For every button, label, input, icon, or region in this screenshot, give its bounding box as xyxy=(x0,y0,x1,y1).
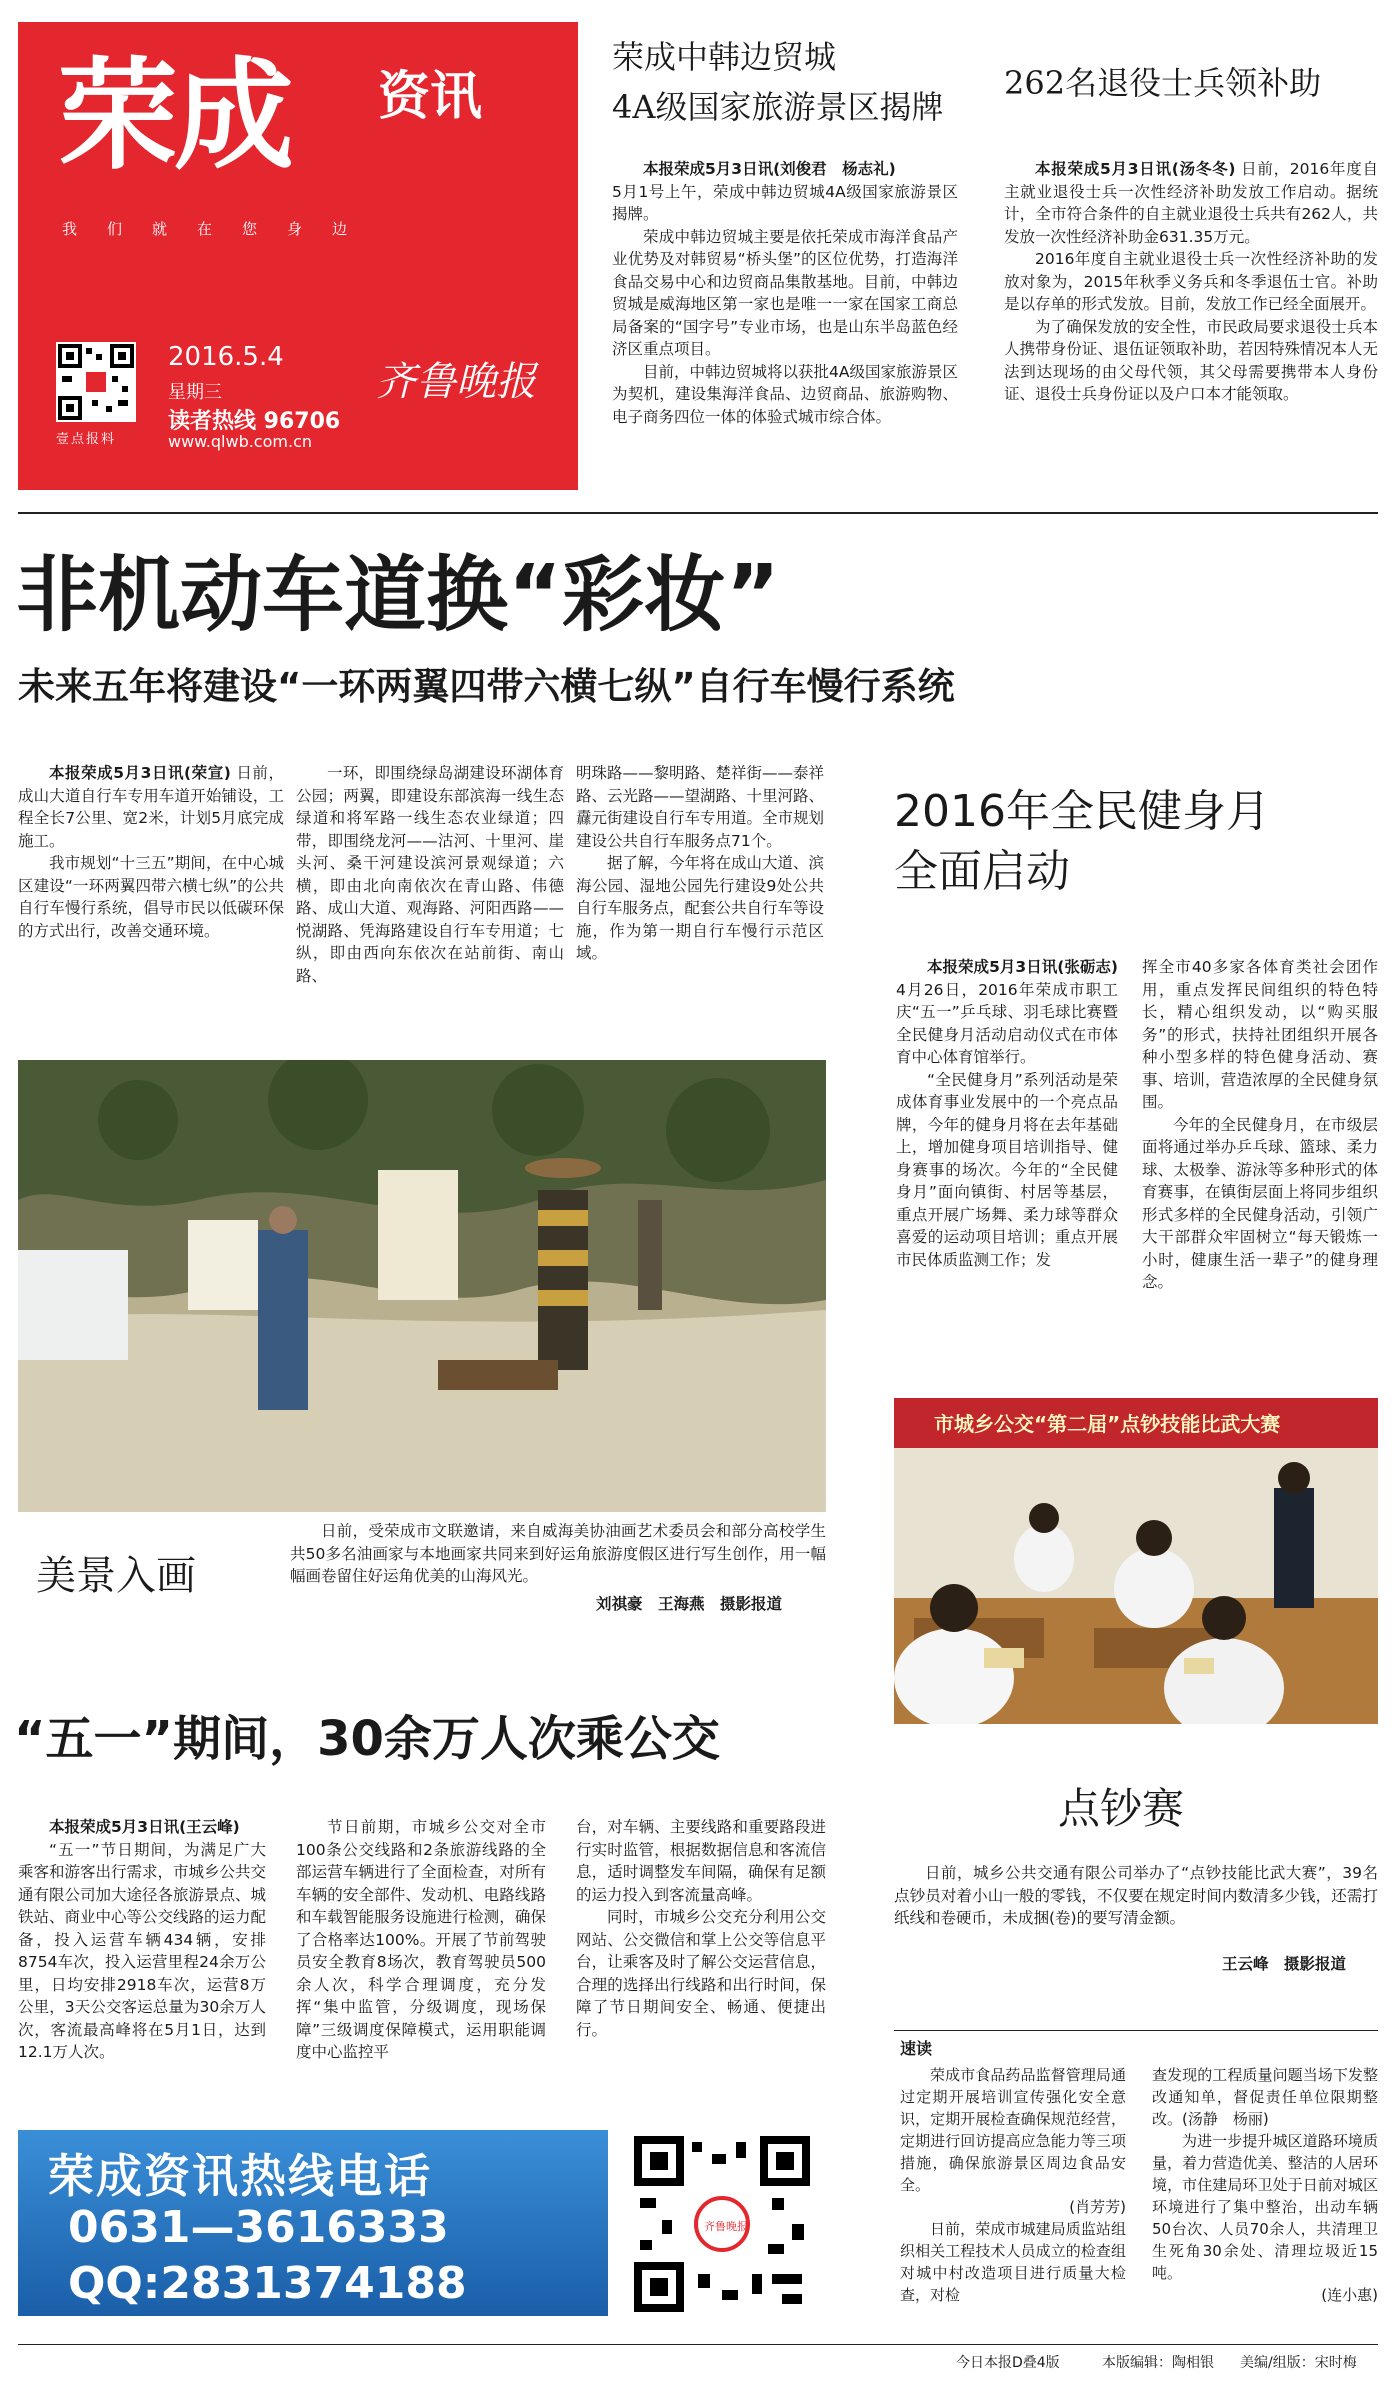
divider xyxy=(18,512,1378,514)
contest-scene-image xyxy=(894,1448,1378,1724)
headline-para: 据了解，今年将在成山大道、滨海公园、湿地公园先行建设9处公共自行车服务点，配套公共自行车等设施，作为第一期自行车慢行示范区域。 xyxy=(576,854,825,962)
brief-col2 xyxy=(1152,2064,1378,2306)
slogan: 我们就在您身边 xyxy=(62,220,378,238)
bus-para: 节日前期，市城乡公交对全市100条公交线路和2条旅游线路的全部运营车辆进行了全面检查，对所有车辆的安全部件、发动机、电路线路和车载智能服务设施进行检测，确保了合格率达100%。开展了节前驾驶员安全教育8场次，教育驾驶员500余人次，科学合理调度，充分发挥“集中监管，分级调度，现场保障”三级调度保障模式，运用职能调度中心监控平 xyxy=(296,1818,546,2061)
brief-credit: (连小惠) xyxy=(1321,2286,1378,2304)
photo2-title: 点钞赛 xyxy=(1058,1784,1185,1833)
story1-para: 目前，中韩边贸城将以获批4A级国家旅游景区为契机，建设集海洋食品、边贸商品、旅游购物、电子商务四位一体的体验式城市综合体。 xyxy=(612,362,958,426)
painting-photo xyxy=(18,1060,826,1512)
bus-col3 xyxy=(576,1816,826,2041)
bus-col1 xyxy=(18,1816,266,2064)
brief-para: 为进一步提升城区道路环境质量，着力营造优美、整洁的人居环境，市住建局环卫处于日前对城区环境进行了集中整治，出动车辆50台次、人员70余人，共清理卫生死角30余处、清理垃圾近15吨。 xyxy=(1152,2132,1378,2282)
fitness-title-line2: 全面启动 xyxy=(894,846,1070,897)
ad-line1: 荣成资讯热线电话 xyxy=(48,2149,432,2203)
bus-byline: 本报荣成5月3日讯(王云峰) xyxy=(49,1818,240,1836)
ad-qr-code-icon xyxy=(632,2134,812,2314)
fitness-para: 今年的全民健身月，在市级层面将通过举办乒乓球、篮球、柔力球、太极拳、游泳等多种形式的体育赛事，在镇街层面上将同步组织形式多样的全民健身活动，引领广大干部群众牢固树立“每天锻炼一小时，健康生活一辈子”的健身理念。 xyxy=(1142,1115,1378,1291)
fitness-para: “全民健身月”系列活动是荣成体育事业发展中的一个亮点品牌，今年的健身月将在去年基础上，增加健身项目培训指导、健身赛事的场次。今年的“全民健身月”面向镇街、村居等基层，重点开展广场舞、柔力球等群众喜爱的运动项目培训；重点开展市民体质监测工作；发 xyxy=(896,1070,1118,1269)
bus-para: 同时，市城乡公交充分利用公交网站、公交微信和掌上公交等信息平台，让乘客及时了解公交运营信息，合理的选择出行线路和出行时间，保障了节日期间安全、畅通、便捷出行。 xyxy=(576,1908,826,2039)
photo2-caption: 日前，城乡公共交通有限公司举办了“点钞技能比武大赛”，39名点钞员对着小山一般的零钱，不仅要在规定时间内数清多少钱，还需打纸线和卷硬币，未成捆(卷)的要写清金额。 xyxy=(894,1864,1378,1927)
ad-phone: 0631—3616333 xyxy=(68,2202,449,2253)
issue-weekday: 星期三 xyxy=(168,382,222,403)
counting-contest-photo xyxy=(894,1398,1378,1724)
website-url[interactable]: www.qlwb.com.cn xyxy=(168,432,312,451)
headline-col1 xyxy=(18,762,284,942)
story1-title-line1: 荣成中韩边贸城 xyxy=(612,38,837,76)
story2-para: 2016年度自主就业退役士兵一次性经济补助的发放对象为，2015年秋季义务兵和冬季退伍士官。补助是以存单的形式发放。目前，发放工作已经全面展开。 xyxy=(1004,250,1378,313)
story1-body xyxy=(612,158,958,428)
logo-main: 荣成 xyxy=(58,47,290,186)
logo-sub: 资讯 xyxy=(378,67,483,127)
photo2-credit: 王云峰 摄影报道 xyxy=(1222,1955,1347,1973)
fitness-col2 xyxy=(1142,956,1378,1294)
contest-banner-text: 市城乡公交“第二届”点钞技能比武大赛 xyxy=(934,1412,1281,1436)
photo1-caption: 日前，受荣成市文联邀请，来自威海美协油画艺术委员会和部分高校学生共50多名油画家与本地画家共同来到好运角旅游度假区进行写生创作，用一幅幅画卷留住好运角优美的山海风光。 xyxy=(290,1522,826,1585)
brief-credit: (肖芳芳) xyxy=(1069,2198,1126,2216)
fitness-para: 4月26日，2016年荣成市职工庆“五一”乒乓球、羽毛球比赛暨全民健身月活动启动仪式在市体育中心体育馆举行。 xyxy=(896,980,1118,1066)
story1-byline: 本报荣成5月3日讯(刘俊君 杨志礼) xyxy=(643,160,896,178)
headline-para: 日前，成山大道自行车专用车道开始铺设，工程全长7公里、宽2米，计划5月底完成施工。 xyxy=(18,764,284,850)
fitness-para: 挥全市40多家各体育类社会团作用，重点发挥民间组织的特色特长，精心组织发动，以“购买服务”的形式，扶持社团组织开展各种小型多样的特色健身活动、赛事、培训，营造浓厚的全民健身氛围。 xyxy=(1142,958,1378,1111)
qr-caption: 壹点报料 xyxy=(56,432,117,447)
brief-para: 查发现的工程质量问题当场下发整改通知单，督促责任单位限期整改。(汤静 杨丽) xyxy=(1152,2066,1378,2128)
story2-title: 262名退役士兵领补助 xyxy=(1004,64,1322,102)
headline-byline: 本报荣成5月3日讯(荣宣) xyxy=(49,764,231,782)
ad-qr-caption: 齐鲁晚报 xyxy=(704,2220,748,2233)
headline-para: 一环，即围绕绿岛湖建设环湖体育公园；两翼，即建设东部滨海一线生态绿道和将军路一线生态农业绿道；四带，即围绕龙河——沽河、十里河、崖头河、桑干河建设滨河景观绿道；六横，即由北向南依次在青山路、伟德路、成山大道、观海路、河阳西路——悦湖路、凭海路建设自行车专用道；七纵，即由西向东依次在站前街、南山路、 xyxy=(296,764,564,985)
headline-title: 非机动车道换“彩妆” xyxy=(16,548,780,643)
story2-body xyxy=(1004,158,1378,406)
headline-para: 我市规划“十三五”期间，在中心城区建设“一环两翼四带六横七纵”的公共自行车慢行系统，倡导市民以低碳环保的方式出行，改善交通环境。 xyxy=(18,854,284,940)
headline-para: 明珠路——黎明路、楚祥街——泰祥路、云光路——望湖路、十里河路、纛元街建设自行车专用道。全市规划建设公共自行车服务点71个。 xyxy=(576,764,825,850)
brief-para: 荣成市食品药品监督管理局通过定期开展培训宣传强化安全意识，定期开展检查确保规范经营，定期进行回访提高应急能力等三项措施，确保旅游景区周边食品安全。 xyxy=(900,2066,1126,2194)
reader-hotline: 读者热线 96706 xyxy=(168,409,341,434)
masthead xyxy=(18,22,578,490)
paper-name-logo: 齐鲁晚报 xyxy=(376,359,536,405)
brief-label: 速读 xyxy=(900,2039,933,2058)
ad-qq: QQ:2831374188 xyxy=(68,2258,467,2309)
photo1-caption-title: 美景入画 xyxy=(36,1553,196,1599)
headline-subtitle: 未来五年将建设“一环两翼四带六横七纵”自行车慢行系统 xyxy=(18,665,955,708)
story1-para: 荣成中韩边贸城主要是依托荣成市海洋食品产业优势及对韩贸易“桥头堡”的区位优势，打造海洋食品交易中心和边贸商品集散基地。目前，中韩边贸城是威海地区第一家也是唯一一家在国家工商总局备案的“国字号”专业市场，也是山东半岛蓝色经济区重点项目。 xyxy=(612,227,958,358)
footer-editor: 本版编辑：陶相银 xyxy=(1102,2355,1214,2371)
issue-date: 2016.5.4 xyxy=(168,342,284,372)
qr-code-icon xyxy=(56,342,136,422)
story1-title-line2: 4A级国家旅游景区揭牌 xyxy=(612,88,944,126)
story1-para: 5月1号上午，荣成中韩边贸城4A级国家旅游景区揭牌。 xyxy=(612,182,958,223)
story2-para: 日前，2016年度自主就业退役士兵一次性经济补助发放工作启动。据统计，全市符合条件的自主就业退役士兵共有262人，共发放一次性经济补助金631.35万元。 xyxy=(1004,160,1378,246)
story2-para: 为了确保发放的安全性，市民政局要求退役士兵本人携带身份证、退伍证领取补助，若因特殊情况本人无法到达现场的由父母代领，其父母需要携带本人身份证、退役士兵身份证以及户口本才能领取。 xyxy=(1004,317,1378,403)
bus-col2 xyxy=(296,1816,546,2064)
footer-index: 今日本报D叠4版 xyxy=(956,2355,1060,2371)
footer-designer: 美编/组版：宋时梅 xyxy=(1240,2355,1357,2371)
hotline-ad xyxy=(18,2130,608,2316)
photo1-credit: 刘祺豪 王海燕 摄影报道 xyxy=(596,1595,783,1613)
fitness-title-line1: 2016年全民健身月 xyxy=(894,786,1270,837)
bus-title: “五一”期间，30余万人次乘公交 xyxy=(14,1711,720,1767)
headline-col2 xyxy=(296,762,564,987)
fitness-byline: 本报荣成5月3日讯(张砺志) xyxy=(927,958,1118,976)
divider xyxy=(18,2344,1378,2345)
brief-col1 xyxy=(900,2064,1126,2306)
bus-para: “五一”节日期间，为满足广大乘客和游客出行需求，市城乡公共交通有限公司加大途径各旅游景点、城铁站、商业中心等公交线路的运力配备，投入运营车辆434辆，安排8754车次，投入运营里程24余万公里，日均安排2918车次，运营8万公里，3天公交客运总量为30余万人次，客流最高峰将在5月1日，达到12.1万人次。 xyxy=(18,1840,267,2061)
bus-para: 台，对车辆、主要线路和重要路段进行实时监管，根据数据信息和客流信息，适时调整发车间隔，确保有足额的运力投入到客流量高峰。 xyxy=(576,1818,826,1904)
brief-para: 日前，荣成市城建局质监站组织相关工程技术人员成立的检查组对城中村改造项目进行质量大检查，对检 xyxy=(900,2220,1126,2304)
divider xyxy=(894,2030,1378,2031)
headline-col3 xyxy=(576,762,824,965)
fitness-col1 xyxy=(896,956,1118,1271)
landscape-image xyxy=(18,1060,826,1512)
story2-byline: 本报荣成5月3日讯(汤冬冬) xyxy=(1035,160,1236,178)
